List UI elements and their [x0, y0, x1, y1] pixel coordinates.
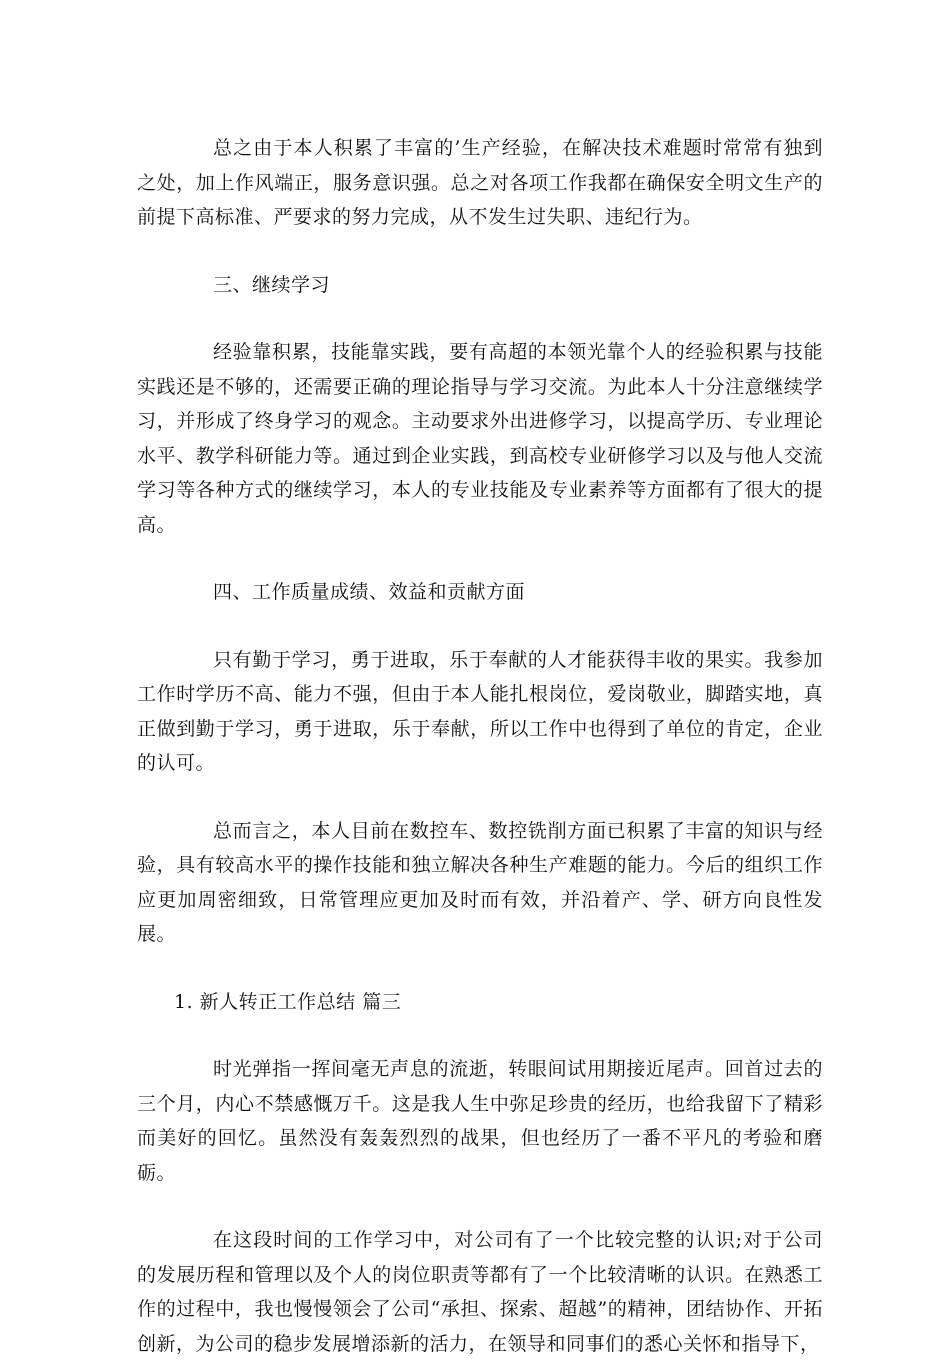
paragraph-spacer	[137, 542, 823, 575]
paragraph-experience-summary: 总之由于本人积累了丰富的’生产经验，在解决技术难题时常常有独到之处，加上作风端正，服务意识强。总之对各项工作我都在确保安全明文生产的前提下高标准、严要求的努力完成，从不发生过失职、违纪行为。	[137, 137, 823, 228]
paragraph-probation-reflection: 时光弹指一挥间毫无声息的流逝，转眼间试用期接近尾声。回首过去的三个月，内心不禁感慨万千。这是我人生中弥足珍贵的经历，也给我留下了精彩而美好的回忆。虽然没有轰轰烈烈的战果，但也经历了一番不平凡的考验和磨砺。	[137, 1058, 823, 1184]
paragraph-conclusion: 总而言之，本人目前在数控车、数控铣削方面已积累了丰富的知识与经验，具有较高水平的操作技能和独立解决各种生产难题的能力。今后的组织工作应更加周密细致，日常管理应更加及时而有效，并沿着产、学、研方向良性发展。	[137, 819, 823, 945]
paragraph-continued-learning: 经验靠积累，技能靠实践，要有高超的本领光靠个人的经验积累与技能实践还是不够的，还需要正确的理论指导与学习交流。为此本人十分注意继续学习，并形成了终身学习的观念。主动要求外出进修学习，以提高学历、专业理论水平、教学科研能力等。通过到企业实践，到高校专业研修学习以及与他人交流学习等各种方式的继续学习，本人的专业技能及专业素养等方面都有了很大的提高。	[137, 341, 823, 536]
document-body	[137, 131, 823, 1361]
paragraph-spacer	[137, 1019, 823, 1052]
paragraph-spacer	[137, 781, 823, 814]
section-heading-continued-learning: 三、继续学习	[213, 273, 331, 296]
section-heading-part-three: 1. 新人转正工作总结 篇三	[174, 990, 402, 1013]
paragraph-spacer	[137, 302, 823, 335]
paragraph-spacer	[137, 610, 823, 643]
paragraph-spacer	[137, 235, 823, 268]
paragraph-work-quality: 只有勤于学习，勇于进取，乐于奉献的人才能获得丰收的果实。我参加工作时学历不高、能力不强，但由于本人能扎根岗位，爱岗敬业，脚踏实地，真正做到勤于学习，勇于进取，乐于奉献，所以工作中也得到了单位的肯定，企业的认可。	[137, 648, 823, 774]
paragraph-spacer	[137, 1190, 823, 1223]
paragraph-company-understanding: 在这段时间的工作学习中，对公司有了一个比较完整的认识;对于公司的发展历程和管理以及个人的岗位职责等都有了一个比较清晰的认识。在熟悉工作的过程中，我也慢慢领会了公司“承担、探索、超越”的精神，团结协作、开拓创新，为公司的稳步发展增添新的活力，在领导和同事们的悉心关怀和指导下，	[137, 1229, 823, 1355]
section-heading-work-quality: 四、工作质量成绩、效益和贡献方面	[213, 581, 526, 603]
paragraph-spacer	[137, 952, 823, 985]
